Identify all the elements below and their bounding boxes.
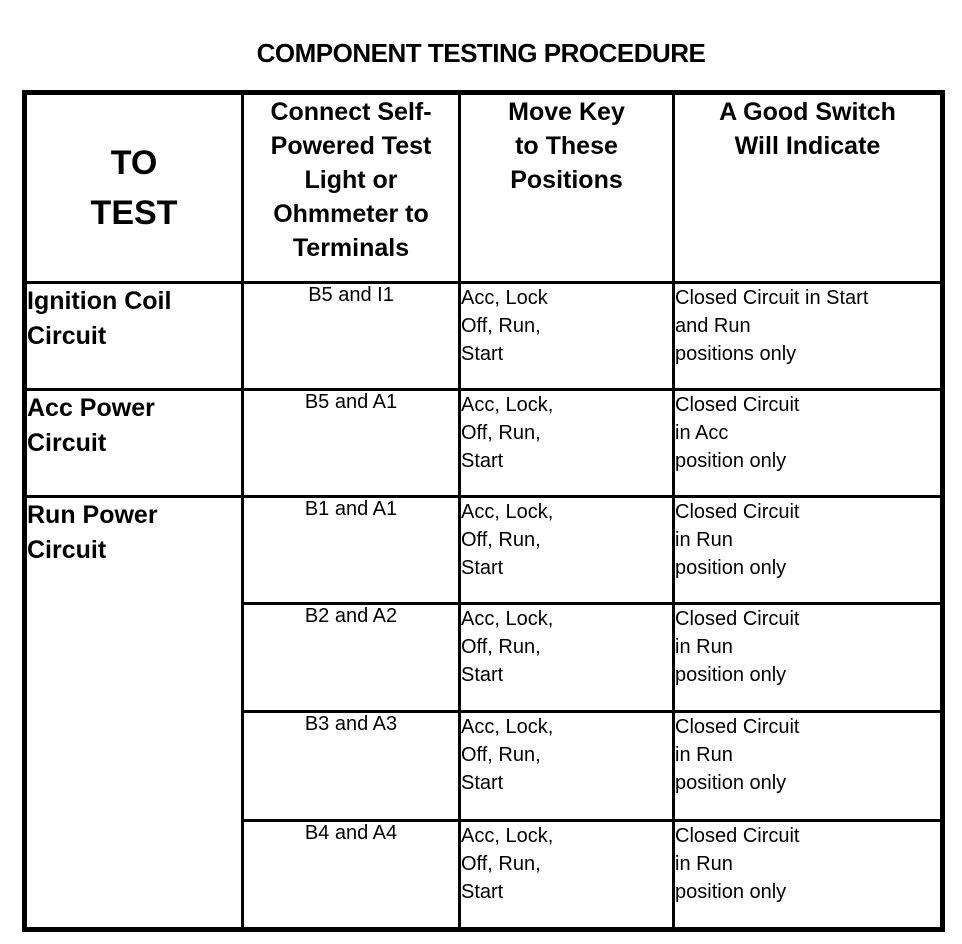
header-line: Positions [510,166,623,194]
table-row [25,390,943,497]
label-line: Acc Power [27,394,155,422]
positions-line: Acc, Lock, [461,716,554,738]
positions-line: Off, Run, [461,744,541,766]
result-line: position only [675,664,787,686]
result-cell [674,604,943,712]
terminals-cell: B1 and A1 [243,497,460,604]
positions-line: Acc, Lock, [461,394,554,416]
positions-line: Off, Run, [461,529,541,551]
result-line: Closed Circuit [675,394,800,416]
header-line: to These [515,132,618,160]
header-connect-terminals [243,93,460,283]
result-cell [674,497,943,604]
header-line: TEST [90,194,178,232]
result-line: Closed Circuit [675,716,800,738]
terminals-cell: B2 and A2 [243,604,460,712]
terminals-cell: B5 and A1 [243,390,460,497]
header-line: A Good Switch [719,98,896,126]
positions-line: Start [461,557,504,579]
positions-cell [460,712,674,821]
result-line: in Run [675,636,733,658]
page-title: COMPONENT TESTING PROCEDURE [256,38,706,68]
positions-line: Acc, Lock, [461,501,554,523]
terminals-cell: B3 and A3 [243,712,460,821]
component-testing-table [22,90,945,932]
result-line: position only [675,881,787,903]
test-label-ignition-coil [25,283,243,390]
positions-cell [460,604,674,712]
label-line: Circuit [27,429,107,457]
positions-line: Start [461,450,504,472]
result-line: Closed Circuit [675,825,800,847]
result-cell [674,283,943,390]
header-line: Terminals [292,234,410,262]
result-line: and Run [675,315,751,337]
header-line: Will Indicate [734,132,881,160]
header-row [25,93,943,283]
positions-line: Start [461,343,504,365]
table-row [25,283,943,390]
header-move-key [460,93,674,283]
table-row [25,497,943,604]
positions-cell [460,821,674,930]
result-line: Closed Circuit in Start [675,287,869,309]
positions-line: Acc, Lock [461,287,548,309]
positions-line: Start [461,772,504,794]
label-line: Circuit [27,322,107,350]
test-label-acc-power [25,390,243,497]
header-line: Connect Self- [270,98,432,126]
positions-line: Start [461,664,504,686]
header-line: TO [110,144,158,182]
positions-line: Start [461,881,504,903]
result-cell [674,390,943,497]
positions-cell [460,283,674,390]
label-line: Ignition Coil [27,287,172,315]
header-line: Light or [304,166,398,194]
result-line: Closed Circuit [675,501,800,523]
positions-line: Off, Run, [461,853,541,875]
header-good-switch [674,93,943,283]
terminals-cell: B5 and I1 [243,283,460,390]
positions-line: Acc, Lock, [461,825,554,847]
positions-line: Off, Run, [461,315,541,337]
label-line: Circuit [27,536,107,564]
result-line: positions only [675,343,797,365]
result-line: position only [675,772,787,794]
result-line: in Acc [675,422,729,444]
test-label-run-power [25,497,243,930]
header-line: Powered Test [270,132,432,160]
positions-line: Acc, Lock, [461,608,554,630]
header-to-test [25,93,243,283]
result-line: in Run [675,744,733,766]
result-cell [674,712,943,821]
header-line: Ohmmeter to [273,200,429,228]
result-cell [674,821,943,930]
positions-cell [460,497,674,604]
positions-line: Off, Run, [461,636,541,658]
label-line: Run Power [27,501,158,529]
result-line: in Run [675,529,733,551]
terminals-cell: B4 and A4 [243,821,460,930]
result-line: Closed Circuit [675,608,800,630]
header-line: Move Key [508,98,625,126]
result-line: position only [675,450,787,472]
result-line: position only [675,557,787,579]
positions-line: Off, Run, [461,422,541,444]
result-line: in Run [675,853,733,875]
positions-cell [460,390,674,497]
